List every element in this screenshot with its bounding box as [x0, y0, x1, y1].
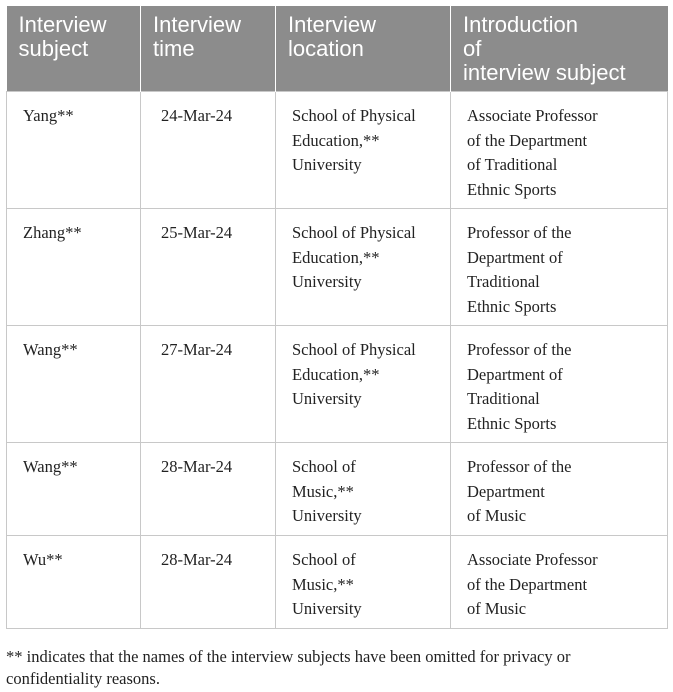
header-interview-location: Interview location	[276, 6, 451, 92]
table-header-row	[7, 6, 668, 92]
header-interview-subject: Interview subject	[7, 6, 141, 92]
cell-subject: Wang**	[7, 326, 141, 443]
cell-time: 27-Mar-24	[141, 326, 276, 443]
cell-time: 25-Mar-24	[141, 209, 276, 326]
cell-subject: Yang**	[7, 92, 141, 209]
table-row	[7, 92, 668, 209]
interview-table	[6, 6, 668, 629]
table-row	[7, 209, 668, 326]
cell-intro: Professor of the Department of Music	[451, 443, 668, 536]
cell-intro: Associate Professor of the Department of Music	[451, 536, 668, 629]
cell-location: School of Physical Education,** University	[276, 326, 451, 443]
header-introduction: Introduction of interview subject	[451, 6, 668, 92]
table-row	[7, 443, 668, 536]
cell-time: 24-Mar-24	[141, 92, 276, 209]
cell-subject: Zhang**	[7, 209, 141, 326]
table-footnote: ** indicates that the names of the interview subjects have been omitted for privacy or confidentiality reasons.	[6, 647, 571, 688]
table-row	[7, 326, 668, 443]
cell-time: 28-Mar-24	[141, 443, 276, 536]
cell-time: 28-Mar-24	[141, 536, 276, 629]
cell-location: School of Physical Education,** University	[276, 92, 451, 209]
cell-location: School of Music,** University	[276, 443, 451, 536]
header-interview-time: Interview time	[141, 6, 276, 92]
cell-location: School of Music,** University	[276, 536, 451, 629]
cell-intro: Associate Professor of the Department of Traditional Ethnic Sports	[451, 92, 668, 209]
cell-subject: Wang**	[7, 443, 141, 536]
cell-intro: Professor of the Department of Traditional Ethnic Sports	[451, 209, 668, 326]
interview-table-container	[6, 6, 667, 629]
table-row	[7, 536, 668, 629]
cell-subject: Wu**	[7, 536, 141, 629]
cell-location: School of Physical Education,** University	[276, 209, 451, 326]
cell-intro: Professor of the Department of Traditional Ethnic Sports	[451, 326, 668, 443]
